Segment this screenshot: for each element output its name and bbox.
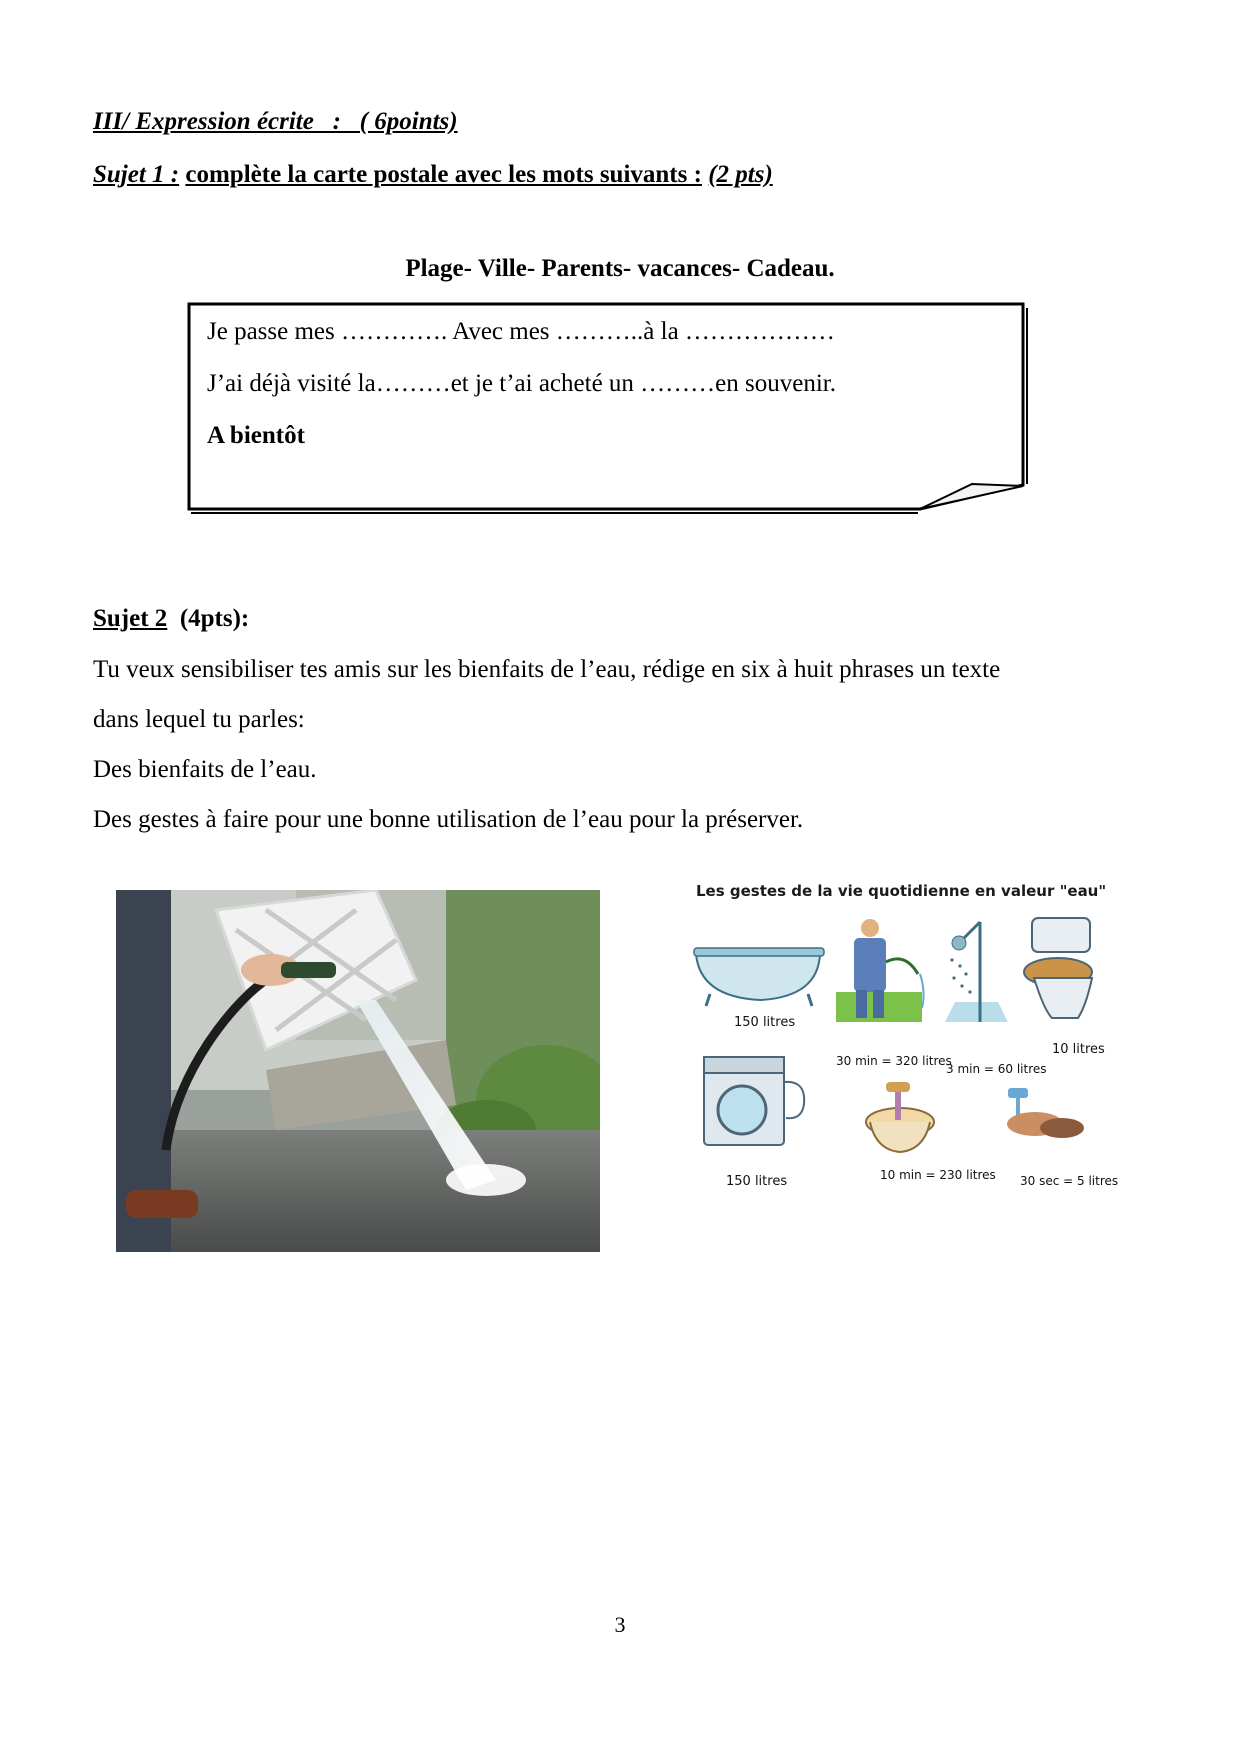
- sujet1-instruction: complète la carte postale avec les mots suivants :: [185, 161, 702, 188]
- hose-photo: [116, 890, 600, 1252]
- garden-hose-label: 30 min = 320 litres: [836, 1054, 952, 1068]
- sink-tap-label: 10 min = 230 litres: [880, 1168, 996, 1182]
- word-list: Plage- Ville- Parents- vacances- Cadeau.: [405, 255, 835, 282]
- sujet2-paragraph-line-3: Des bienfaits de l’eau.: [93, 756, 317, 783]
- postcard-closing: A bientôt: [207, 422, 305, 449]
- sujet1-label: Sujet 1 :: [93, 161, 180, 188]
- toilet-icon: [1024, 918, 1092, 1018]
- washing-machine-label: 150 litres: [726, 1174, 788, 1189]
- sujet1-points: (2 pts): [708, 161, 773, 188]
- toilet-label: 10 litres: [1052, 1042, 1105, 1057]
- sujet2-paragraph-line-2: dans lequel tu parles:: [93, 706, 305, 733]
- garden-hose-icon: [832, 919, 924, 1024]
- sujet2-points: (4pts):: [179, 605, 250, 632]
- postcard-line-2: J’ai déjà visité la………et je t’ai acheté un ………en souvenir.: [207, 370, 836, 397]
- shower-icon: [945, 922, 1008, 1022]
- sujet2-label: Sujet 2: [93, 605, 168, 632]
- sujet2-paragraph-line-1: Tu veux sensibiliser tes amis sur les bienfaits de l’eau, rédige en six à huit phrases un texte: [93, 656, 1001, 683]
- water-usage-infographic: [690, 882, 1120, 1212]
- postcard-line-1: Je passe mes …………. Avec mes ………..à la ………………: [207, 318, 835, 345]
- bathtub-icon: [694, 948, 824, 1006]
- hand-washing-icon: [1007, 1088, 1084, 1138]
- washing-machine-icon: [704, 1057, 804, 1145]
- hand-washing-label: 30 sec = 5 litres: [1020, 1174, 1119, 1188]
- sujet2-paragraph-line-4: Des gestes à faire pour une bonne utilisation de l’eau pour la préserver.: [93, 806, 804, 833]
- page-number: 3: [614, 1612, 626, 1637]
- sink-tap-icon: [866, 1082, 934, 1152]
- sujet2-heading: [93, 605, 249, 633]
- sujet1-heading: [93, 161, 773, 189]
- bathtub-label: 150 litres: [734, 1015, 796, 1030]
- section-title: III/ Expression écrite : ( 6points): [93, 108, 458, 135]
- shower-label: 3 min = 60 litres: [946, 1062, 1047, 1076]
- infographic-title: Les gestes de la vie quotidienne en valeur "eau": [696, 882, 1107, 900]
